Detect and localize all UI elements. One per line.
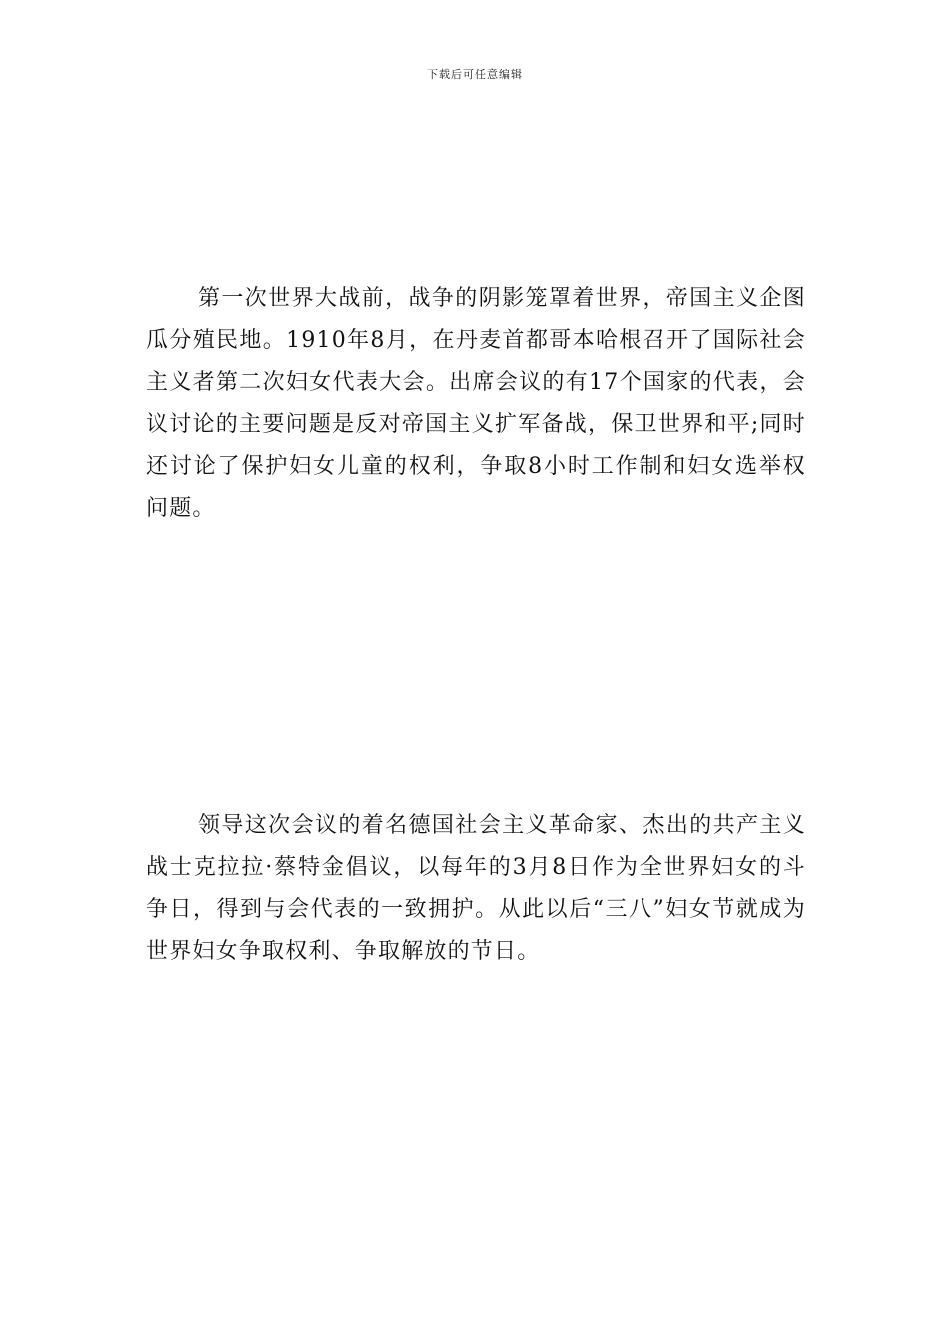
paragraph-2: 领导这次会议的着名德国社会主义革命家、杰出的共产主义战士克拉拉·蔡特金倡议，以每年的3月8日作为全世界妇女的斗争日，得到与会代表的一致拥护。从此以后“三八”妇女节就成为世界妇女争取权利、争取解放的节日。 [146, 813, 806, 964]
paragraph-1: 第一次世界大战前，战争的阴影笼罩着世界，帝国主义企图瓜分殖民地。1910年8月，在丹麦首都哥本哈根召开了国际社会主义者第二次妇女代表大会。出席会议的有17个国家的代表，会议讨论的主要问题是反对帝国主义扩军备战，保卫世界和平;同时还讨论了保护妇女儿童的权利，争取8小时工作制和妇女选举权问题。 [146, 286, 806, 521]
page-header: 下载后可任意编辑 [427, 68, 523, 81]
